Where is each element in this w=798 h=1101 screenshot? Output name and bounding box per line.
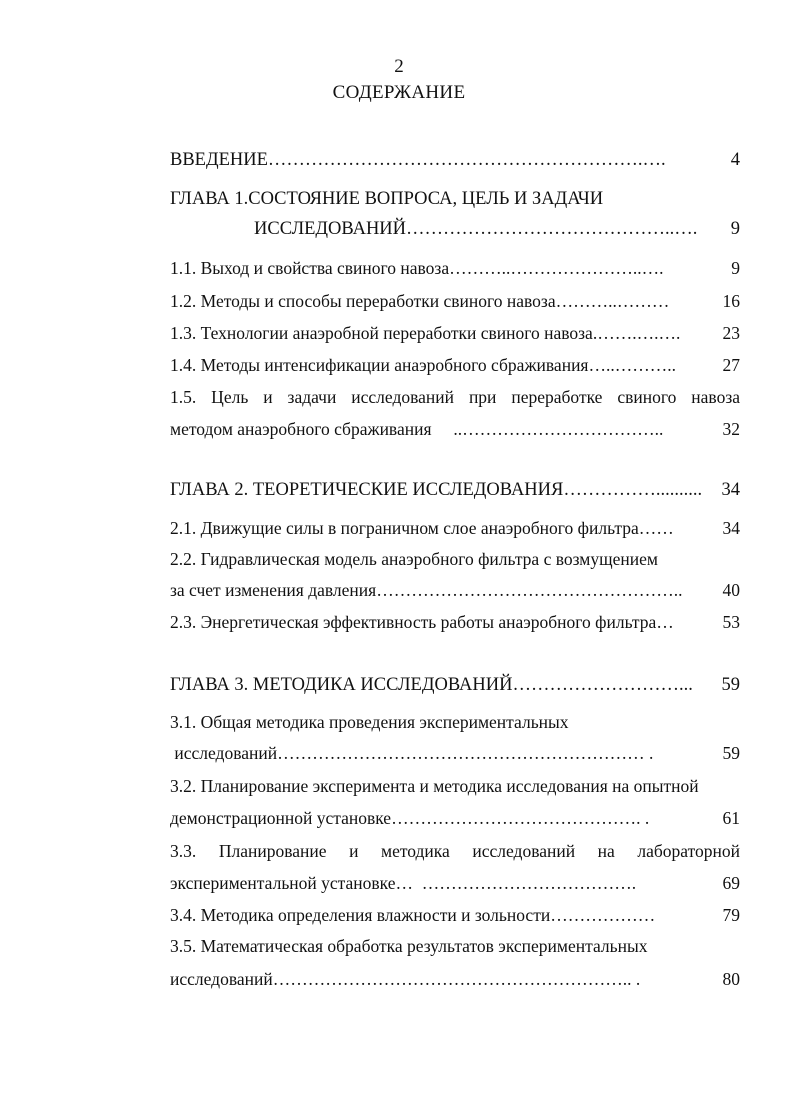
toc-page-number: 32	[722, 419, 740, 439]
toc-entry-title: 1.3. Технологии анаэробной переработки свиного навоза.	[170, 323, 598, 343]
toc-entry-3-1-cont[interactable]	[170, 742, 740, 764]
toc-page-number: 40	[722, 580, 740, 600]
toc-page-number: 4	[730, 150, 740, 170]
toc-leader-dots: ..……………………………..	[453, 419, 664, 439]
toc-leader-dots: ……………………………….	[421, 873, 663, 893]
toc-leader-dots: …	[656, 612, 674, 632]
toc-entry-2-1[interactable]	[170, 517, 740, 539]
toc-entry-introduction[interactable]	[170, 149, 740, 171]
toc-entry-title: 1.2. Методы и способы переработки свиного навоза	[170, 291, 556, 311]
toc-entry-2-3[interactable]	[170, 611, 740, 633]
toc-entry-title: экспериментальной установке…	[170, 873, 422, 893]
toc-entry-1-5-cont[interactable]	[170, 418, 740, 440]
toc-entry-3-2-cont[interactable]	[170, 807, 740, 829]
toc-entry-title: ГЛАВА 3. МЕТОДИКА ИССЛЕДОВАНИЙ	[170, 675, 513, 695]
toc-entry-title: ГЛАВА 2. ТЕОРЕТИЧЕСКИЕ ИССЛЕДОВАНИЯ	[170, 480, 564, 500]
toc-entry-3-5-cont[interactable]	[170, 968, 740, 990]
toc-page-number: 59	[721, 675, 740, 695]
toc-entry-title: ИССЛЕДОВАНИЙ	[254, 219, 407, 239]
toc-page-number: 34	[722, 518, 740, 538]
toc-leader-dots: ……………..........	[563, 480, 703, 500]
toc-entry-chapter-3[interactable]	[170, 674, 740, 696]
toc-entry-title: ВВЕДЕНИЕ	[170, 150, 268, 170]
toc-entry-title: ГЛАВА 1.СОСТОЯНИЕ ВОПРОСА, ЦЕЛЬ И ЗАДАЧИ	[170, 189, 604, 209]
toc-entry-2-2[interactable]	[170, 548, 740, 570]
toc-leader-dots: ……………………………………………..	[376, 580, 683, 600]
toc-page-number: 9	[730, 219, 740, 239]
toc-entry-title: за счет изменения давления	[170, 580, 377, 600]
toc-entry-chapter-1-cont[interactable]	[254, 218, 740, 240]
toc-entry-title: 3.4. Методика определения влажности и зольности	[170, 905, 551, 925]
toc-entry-title: 3.1. Общая методика проведения экспериментальных	[170, 712, 569, 732]
toc-entry-1-3[interactable]	[170, 322, 740, 344]
toc-page-number: 69	[722, 873, 740, 893]
toc-leader-dots: …..………..	[588, 355, 676, 375]
toc-page-number: 9	[731, 258, 740, 278]
toc-leader-dots: ………………	[550, 905, 682, 925]
toc-entry-2-2-cont[interactable]	[170, 579, 740, 601]
toc-entry-3-2[interactable]	[170, 775, 740, 797]
toc-page-number: 53	[722, 612, 740, 632]
toc-entry-title: методом анаэробного сбраживания	[170, 419, 454, 439]
toc-entry-chapter-2[interactable]	[170, 479, 740, 501]
toc-leader-dots: …….….….	[597, 323, 681, 343]
toc-entry-title: 3.5. Математическая обработка результатов экспериментальных	[170, 936, 648, 956]
toc-entry-3-4[interactable]	[170, 904, 740, 926]
toc-leader-dots: ………………………...	[512, 675, 693, 695]
toc-entry-3-3[interactable]	[170, 840, 740, 862]
toc-entry-title: 2.3. Энергетическая эффективность работы анаэробного фильтра	[170, 612, 657, 632]
toc-entry-title: 3.2. Планирование эксперимента и методика исследования на опытной	[170, 776, 699, 796]
toc-page-number: 23	[722, 323, 740, 343]
toc-page-number: 16	[722, 291, 740, 311]
toc-entry-title: исследований	[170, 743, 278, 763]
toc-entry-title: 1.4. Методы интенсификации анаэробного сбраживания	[170, 355, 589, 375]
toc-entry-title: 1.1. Выход и свойства свиного навоза	[170, 258, 450, 278]
toc-leader-dots: ………..………	[555, 291, 670, 311]
toc-page-number: 27	[722, 355, 740, 375]
toc-leader-dots: …………………………………………………….….	[267, 150, 666, 170]
toc-entry-3-3-cont[interactable]	[170, 872, 740, 894]
toc-entry-title: 1.5. Цель и задачи исследований при переработке свиного навоза	[170, 387, 740, 407]
toc-leader-dots: …………………………………………………….. .	[272, 969, 641, 989]
toc-leader-dots: ……………………………………………………… .	[277, 743, 654, 763]
toc-leader-dots: ………..…………………..….	[449, 258, 664, 278]
toc-page-number: 80	[722, 969, 740, 989]
toc-page-number: 59	[722, 743, 740, 763]
toc-leader-dots: ……	[638, 518, 674, 538]
toc-entry-title: 3.3. Планирование и методика исследований на лабораторной	[170, 841, 740, 861]
toc-leader-dots: ……………………………………. .	[391, 808, 650, 828]
toc-entry-3-1[interactable]	[170, 711, 740, 733]
toc-page-number: 79	[722, 905, 740, 925]
page-number: 2	[394, 56, 404, 77]
toc-entry-1-2[interactable]	[170, 290, 740, 312]
page-title: СОДЕРЖАНИЕ	[332, 82, 466, 103]
toc-entry-chapter-1[interactable]	[170, 188, 740, 210]
toc-page-number: 61	[722, 808, 740, 828]
toc-page-number: 34	[721, 480, 740, 500]
toc-entry-title: демонстрационной установке	[170, 808, 392, 828]
toc-entry-title: 2.1. Движущие силы в пограничном слое анаэробного фильтра	[170, 518, 639, 538]
toc-entry-1-1[interactable]	[170, 257, 740, 279]
toc-entry-1-4[interactable]	[170, 354, 740, 376]
toc-entry-1-5[interactable]	[170, 386, 740, 408]
toc-entry-3-5[interactable]	[170, 935, 740, 957]
toc-entry-title: исследований	[170, 969, 273, 989]
toc-leader-dots: ……………………………………..….	[406, 219, 698, 239]
toc-entry-title: 2.2. Гидравлическая модель анаэробного фильтра с возмущением	[170, 549, 658, 569]
